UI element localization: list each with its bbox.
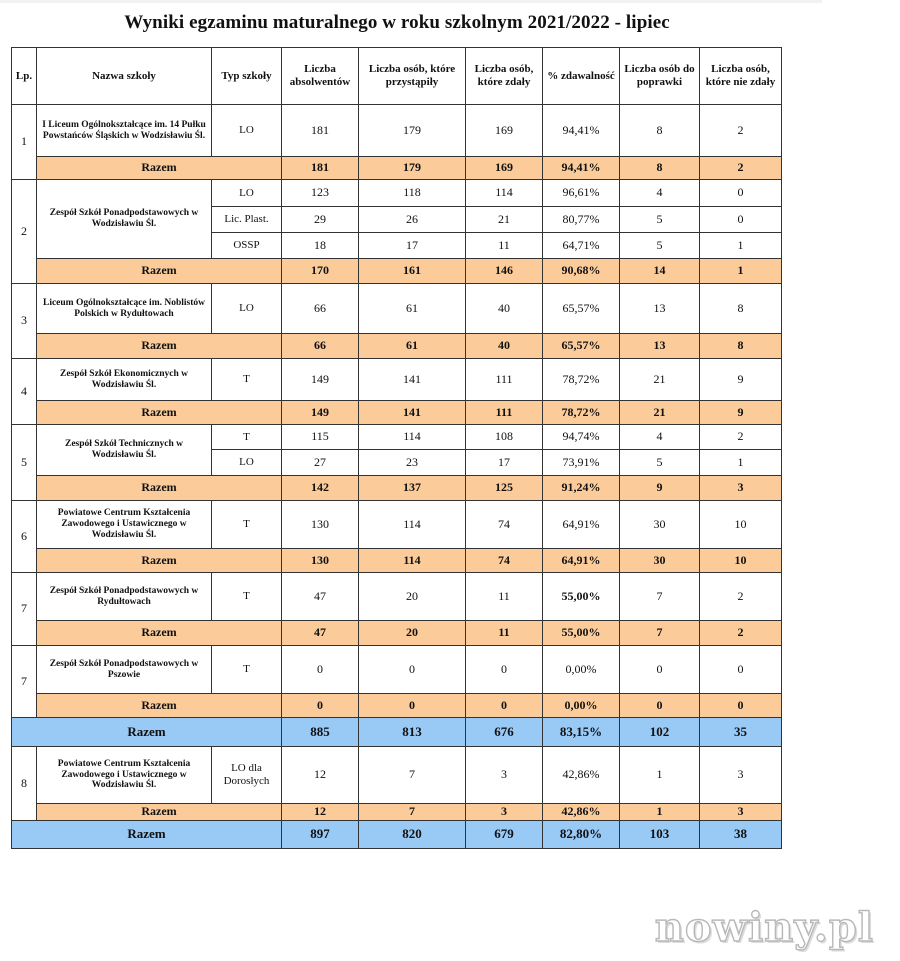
cell-passed: 114 xyxy=(466,180,543,207)
grand-total-row xyxy=(12,821,782,849)
page-title: Wyniki egzaminu maturalnego w roku szkolnym 2021/2022 - lipiec xyxy=(124,12,670,33)
header-passed: Liczba osób, które zdały xyxy=(466,48,543,105)
cell-failed: 0 xyxy=(700,180,782,207)
cell-retake: 5 xyxy=(620,450,700,476)
cell-graduates: 897 xyxy=(282,821,359,849)
table-row xyxy=(12,501,782,549)
cell-took: 23 xyxy=(359,450,466,476)
cell-graduates: 18 xyxy=(282,233,359,259)
cell-graduates: 66 xyxy=(282,334,359,359)
school-type: LO xyxy=(212,105,282,157)
cell-graduates: 47 xyxy=(282,621,359,646)
cell-passed: 74 xyxy=(466,501,543,549)
cell-passed: 3 xyxy=(466,747,543,804)
subtotal-row xyxy=(12,549,782,573)
subtotal-row xyxy=(12,401,782,425)
cell-passed: 11 xyxy=(466,621,543,646)
cell-retake: 4 xyxy=(620,425,700,450)
cell-took: 114 xyxy=(359,501,466,549)
school-name: Zespół Szkół Ponadpodstawowych w Wodzisławiu Śl. xyxy=(37,180,212,259)
cell-graduates: 123 xyxy=(282,180,359,207)
school-type: Lic. Plast. xyxy=(212,207,282,233)
cell-failed: 10 xyxy=(700,549,782,573)
cell-rate: 42,86% xyxy=(543,747,620,804)
cell-rate: 94,74% xyxy=(543,425,620,450)
cell-passed: 0 xyxy=(466,646,543,694)
cell-graduates: 130 xyxy=(282,501,359,549)
cell-rate: 65,57% xyxy=(543,284,620,334)
cell-retake: 4 xyxy=(620,180,700,207)
cell-rate: 82,80% xyxy=(543,821,620,849)
cell-retake: 1 xyxy=(620,804,700,821)
cell-graduates: 66 xyxy=(282,284,359,334)
subtotal-row xyxy=(12,621,782,646)
table-row xyxy=(12,180,782,207)
school-type: LO xyxy=(212,284,282,334)
subtotal-label: Razem xyxy=(37,549,282,573)
subtotal-label: Razem xyxy=(37,334,282,359)
cell-rate: 90,68% xyxy=(543,259,620,284)
cell-failed: 3 xyxy=(700,747,782,804)
subtotal-label: Razem xyxy=(37,694,282,718)
cell-failed: 8 xyxy=(700,284,782,334)
cell-rate: 78,72% xyxy=(543,359,620,401)
cell-rate: 0,00% xyxy=(543,646,620,694)
cell-retake: 21 xyxy=(620,359,700,401)
cell-passed: 108 xyxy=(466,425,543,450)
school-name: I Liceum Ogólnokształcące im. 14 Pułku Powstańców Śląskich w Wodzisławiu Śl. xyxy=(37,105,212,157)
cell-retake: 103 xyxy=(620,821,700,849)
table-row xyxy=(12,284,782,334)
cell-retake: 30 xyxy=(620,501,700,549)
cell-retake: 7 xyxy=(620,573,700,621)
cell-rate: 65,57% xyxy=(543,334,620,359)
row-lp: 5 xyxy=(12,425,37,501)
cell-graduates: 27 xyxy=(282,450,359,476)
cell-failed: 9 xyxy=(700,359,782,401)
header-rate: % zdawalność xyxy=(543,48,620,105)
subtotal-label: Razem xyxy=(37,621,282,646)
cell-graduates: 170 xyxy=(282,259,359,284)
cell-rate: 80,77% xyxy=(543,207,620,233)
cell-graduates: 181 xyxy=(282,105,359,157)
cell-passed: 679 xyxy=(466,821,543,849)
school-name: Liceum Ogólnokształcące im. Noblistów Polskich w Rydułtowach xyxy=(37,284,212,334)
cell-graduates: 47 xyxy=(282,573,359,621)
row-lp: 4 xyxy=(12,359,37,425)
cell-graduates: 115 xyxy=(282,425,359,450)
school-type: T xyxy=(212,501,282,549)
cell-took: 179 xyxy=(359,105,466,157)
cell-retake: 13 xyxy=(620,284,700,334)
cell-retake: 1 xyxy=(620,747,700,804)
cell-graduates: 12 xyxy=(282,804,359,821)
school-name: Zespół Szkół Ponadpodstawowych w Pszowie xyxy=(37,646,212,694)
cell-rate: 83,15% xyxy=(543,718,620,747)
cell-retake: 13 xyxy=(620,334,700,359)
cell-failed: 10 xyxy=(700,501,782,549)
row-lp: 7 xyxy=(12,646,37,718)
cell-retake: 8 xyxy=(620,157,700,180)
cell-retake: 0 xyxy=(620,646,700,694)
cell-took: 26 xyxy=(359,207,466,233)
cell-passed: 0 xyxy=(466,694,543,718)
school-name: Zespół Szkół Ekonomicznych w Wodzisławiu Śl. xyxy=(37,359,212,401)
cell-failed: 3 xyxy=(700,804,782,821)
cell-took: 0 xyxy=(359,694,466,718)
table-row xyxy=(12,425,782,450)
cell-passed: 74 xyxy=(466,549,543,573)
subtotal-row xyxy=(12,804,782,821)
cell-graduates: 142 xyxy=(282,476,359,501)
cell-failed: 2 xyxy=(700,573,782,621)
cell-took: 61 xyxy=(359,334,466,359)
cell-graduates: 149 xyxy=(282,401,359,425)
table-row xyxy=(12,105,782,157)
cell-failed: 0 xyxy=(700,646,782,694)
cell-took: 20 xyxy=(359,573,466,621)
subtotal-row xyxy=(12,157,782,180)
cell-took: 7 xyxy=(359,804,466,821)
header-name: Nazwa szkoły xyxy=(37,48,212,105)
cell-passed: 11 xyxy=(466,573,543,621)
cell-passed: 40 xyxy=(466,284,543,334)
cell-passed: 676 xyxy=(466,718,543,747)
cell-retake: 102 xyxy=(620,718,700,747)
total-label: Razem xyxy=(12,718,282,747)
cell-passed: 40 xyxy=(466,334,543,359)
subtotal-row xyxy=(12,259,782,284)
cell-took: 137 xyxy=(359,476,466,501)
cell-rate: 55,00% xyxy=(543,621,620,646)
table-row xyxy=(12,747,782,804)
cell-retake: 0 xyxy=(620,694,700,718)
cell-rate: 42,86% xyxy=(543,804,620,821)
school-name: Zespół Szkół Ponadpodstawowych w Rydułtowach xyxy=(37,573,212,621)
cell-rate: 64,71% xyxy=(543,233,620,259)
cell-took: 118 xyxy=(359,180,466,207)
cell-passed: 169 xyxy=(466,105,543,157)
cell-rate: 78,72% xyxy=(543,401,620,425)
header-type: Typ szkoły xyxy=(212,48,282,105)
cell-took: 17 xyxy=(359,233,466,259)
cell-rate: 94,41% xyxy=(543,157,620,180)
cell-retake: 5 xyxy=(620,233,700,259)
school-name: Zespół Szkół Technicznych w Wodzisławiu Śl. xyxy=(37,425,212,476)
cell-graduates: 149 xyxy=(282,359,359,401)
cell-took: 141 xyxy=(359,359,466,401)
cell-failed: 2 xyxy=(700,425,782,450)
cell-retake: 7 xyxy=(620,621,700,646)
cell-rate: 73,91% xyxy=(543,450,620,476)
total-label: Razem xyxy=(12,821,282,849)
row-lp: 8 xyxy=(12,747,37,821)
cell-took: 141 xyxy=(359,401,466,425)
header-failed: Liczba osób, które nie zdały xyxy=(700,48,782,105)
header-took: Liczba osób, które przystąpiły xyxy=(359,48,466,105)
results-table xyxy=(11,47,782,849)
subtotal-label: Razem xyxy=(37,804,282,821)
cell-failed: 3 xyxy=(700,476,782,501)
school-name: Powiatowe Centrum Kształcenia Zawodowego i Ustawicznego w Wodzisławiu Śl. xyxy=(37,501,212,549)
cell-retake: 5 xyxy=(620,207,700,233)
cell-graduates: 12 xyxy=(282,747,359,804)
cell-failed: 2 xyxy=(700,621,782,646)
cell-took: 161 xyxy=(359,259,466,284)
school-type: LO xyxy=(212,450,282,476)
cell-failed: 0 xyxy=(700,207,782,233)
row-lp: 2 xyxy=(12,180,37,284)
cell-took: 0 xyxy=(359,646,466,694)
row-lp: 3 xyxy=(12,284,37,359)
watermark-logo: nowiny.pl xyxy=(654,904,874,951)
cell-graduates: 0 xyxy=(282,646,359,694)
cell-graduates: 181 xyxy=(282,157,359,180)
cell-failed: 1 xyxy=(700,259,782,284)
school-type: T xyxy=(212,425,282,450)
cell-failed: 1 xyxy=(700,233,782,259)
cell-failed: 1 xyxy=(700,450,782,476)
table-row xyxy=(12,646,782,694)
cell-failed: 35 xyxy=(700,718,782,747)
cell-took: 179 xyxy=(359,157,466,180)
cell-graduates: 29 xyxy=(282,207,359,233)
cell-rate: 64,91% xyxy=(543,549,620,573)
cell-failed: 2 xyxy=(700,105,782,157)
school-type: OSSP xyxy=(212,233,282,259)
cell-graduates: 885 xyxy=(282,718,359,747)
total-row xyxy=(12,718,782,747)
row-lp: 1 xyxy=(12,105,37,180)
header-graduates: Liczba absolwentów xyxy=(282,48,359,105)
cell-retake: 8 xyxy=(620,105,700,157)
cell-passed: 3 xyxy=(466,804,543,821)
cell-took: 7 xyxy=(359,747,466,804)
cell-passed: 17 xyxy=(466,450,543,476)
cell-took: 114 xyxy=(359,425,466,450)
header-row xyxy=(12,48,782,105)
row-lp: 7 xyxy=(12,573,37,646)
cell-retake: 30 xyxy=(620,549,700,573)
cell-rate: 64,91% xyxy=(543,501,620,549)
cell-passed: 146 xyxy=(466,259,543,284)
cell-rate: 91,24% xyxy=(543,476,620,501)
cell-failed: 38 xyxy=(700,821,782,849)
page-top-edge xyxy=(0,0,822,3)
cell-retake: 21 xyxy=(620,401,700,425)
cell-rate: 96,61% xyxy=(543,180,620,207)
cell-passed: 11 xyxy=(466,233,543,259)
cell-took: 820 xyxy=(359,821,466,849)
cell-took: 813 xyxy=(359,718,466,747)
cell-failed: 8 xyxy=(700,334,782,359)
header-lp: Lp. xyxy=(12,48,37,105)
subtotal-row xyxy=(12,694,782,718)
cell-graduates: 0 xyxy=(282,694,359,718)
school-type: T xyxy=(212,646,282,694)
cell-passed: 169 xyxy=(466,157,543,180)
subtotal-label: Razem xyxy=(37,401,282,425)
school-type: T xyxy=(212,573,282,621)
cell-took: 114 xyxy=(359,549,466,573)
subtotal-label: Razem xyxy=(37,476,282,501)
cell-passed: 111 xyxy=(466,401,543,425)
school-type: LO xyxy=(212,180,282,207)
school-type: LO dla Dorosłych xyxy=(212,747,282,804)
subtotal-label: Razem xyxy=(37,259,282,284)
subtotal-label: Razem xyxy=(37,157,282,180)
cell-failed: 9 xyxy=(700,401,782,425)
cell-took: 61 xyxy=(359,284,466,334)
cell-rate: 55,00% xyxy=(543,573,620,621)
school-name: Powiatowe Centrum Kształcenia Zawodowego i Ustawicznego w Wodzisławiu Śl. xyxy=(37,747,212,804)
cell-failed: 2 xyxy=(700,157,782,180)
cell-took: 20 xyxy=(359,621,466,646)
cell-passed: 125 xyxy=(466,476,543,501)
cell-retake: 9 xyxy=(620,476,700,501)
school-type: T xyxy=(212,359,282,401)
subtotal-row xyxy=(12,334,782,359)
cell-passed: 21 xyxy=(466,207,543,233)
cell-failed: 0 xyxy=(700,694,782,718)
cell-rate: 94,41% xyxy=(543,105,620,157)
cell-rate: 0,00% xyxy=(543,694,620,718)
table-row xyxy=(12,359,782,401)
header-retake: Liczba osób do poprawki xyxy=(620,48,700,105)
subtotal-row xyxy=(12,476,782,501)
table-row xyxy=(12,573,782,621)
cell-graduates: 130 xyxy=(282,549,359,573)
cell-retake: 14 xyxy=(620,259,700,284)
row-lp: 6 xyxy=(12,501,37,573)
cell-passed: 111 xyxy=(466,359,543,401)
